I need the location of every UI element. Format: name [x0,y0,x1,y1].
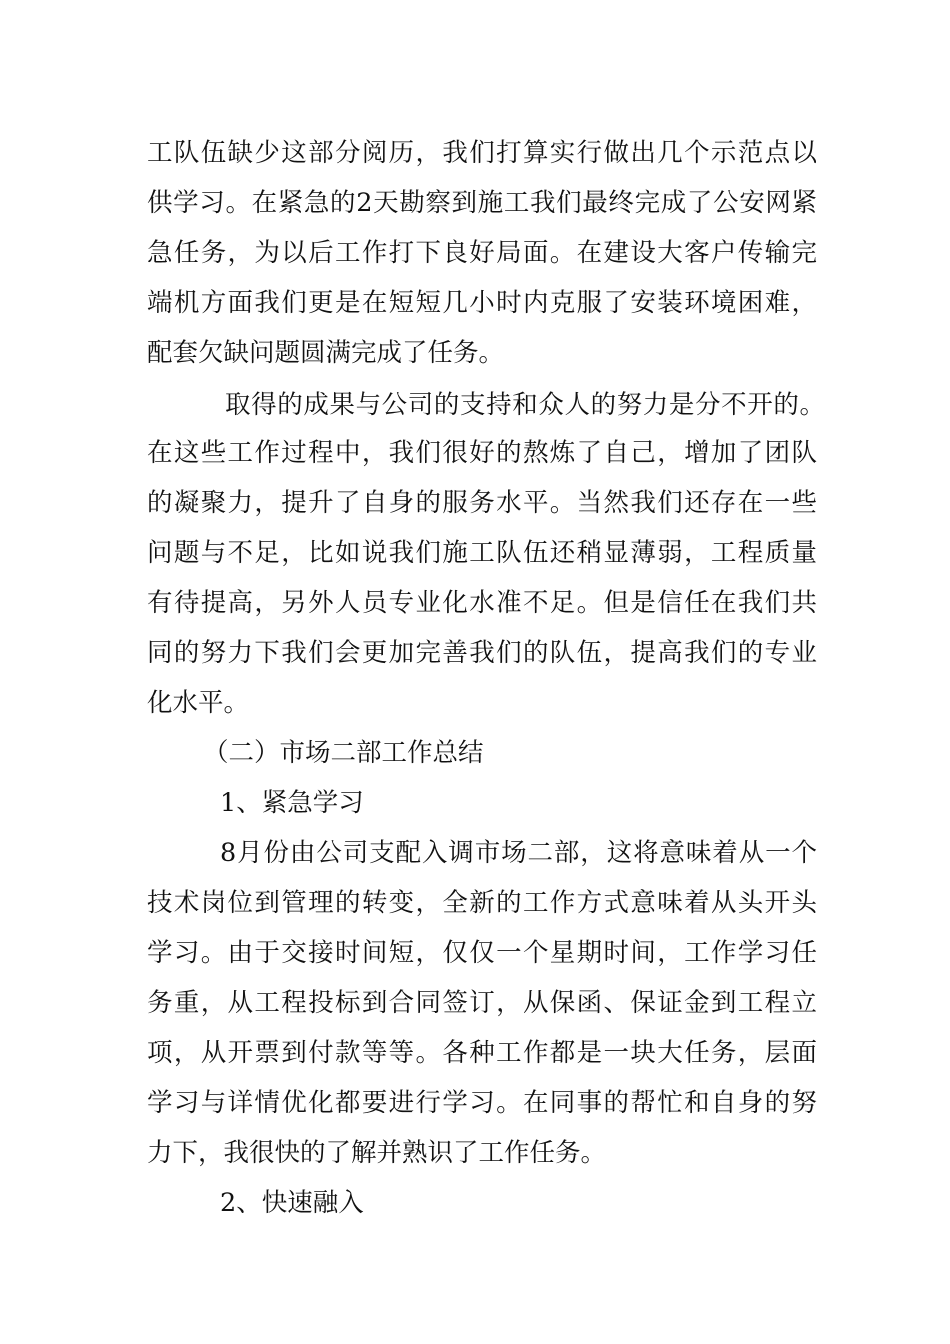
paragraph-line: 急任务，为以后工作打下良好局面。在建设大客户传输完 [147,238,817,268]
paragraph-first-line: 取得的成果与公司的支持和众人的努力是分不开的。 [225,390,825,420]
paragraph-line: 在这些工作过程中，我们很好的熬炼了自己，增加了团队 [147,438,817,468]
paragraph-line: 学习。由于交接时间短，仅仅一个星期时间，工作学习任 [147,938,817,968]
paragraph-first-line: 8月份由公司支配入调市场二部，这将意味着从一个 [220,838,817,868]
paragraph-line: 力下，我很快的了解并熟识了工作任务。 [147,1138,607,1168]
paragraph-line: 工队伍缺少这部分阅历，我们打算实行做出几个示范点以 [147,138,817,168]
paragraph-line: 学习与详情优化都要进行学习。在同事的帮忙和自身的努 [147,1088,817,1118]
subsection-heading: 1、紧急学习 [220,788,364,818]
paragraph-line: 端机方面我们更是在短短几小时内克服了安装环境困难， [147,288,817,318]
paragraph-line: 的凝聚力，提升了自身的服务水平。当然我们还存在一些 [147,488,817,518]
section-heading: （二）市场二部工作总结 [203,738,484,768]
paragraph-line: 技术岗位到管理的转变，全新的工作方式意味着从头开头 [147,888,817,918]
paragraph-line: 化水平。 [147,688,250,718]
paragraph-line: 有待提高，另外人员专业化水准不足。但是信任在我们共 [147,588,817,618]
subsection-heading: 2、快速融入 [220,1188,364,1218]
paragraph-line: 问题与不足，比如说我们施工队伍还稍显薄弱，工程质量 [147,538,817,568]
paragraph-line: 配套欠缺问题圆满完成了任务。 [147,338,505,368]
paragraph-line: 项，从开票到付款等等。各种工作都是一块大任务，层面 [147,1038,817,1068]
paragraph-line: 供学习。在紧急的2天勘察到施工我们最终完成了公安网紧 [147,188,817,218]
paragraph-line: 同的努力下我们会更加完善我们的队伍，提高我们的专业 [147,638,817,668]
paragraph-line: 务重，从工程投标到合同签订，从保函、保证金到工程立 [147,988,817,1018]
